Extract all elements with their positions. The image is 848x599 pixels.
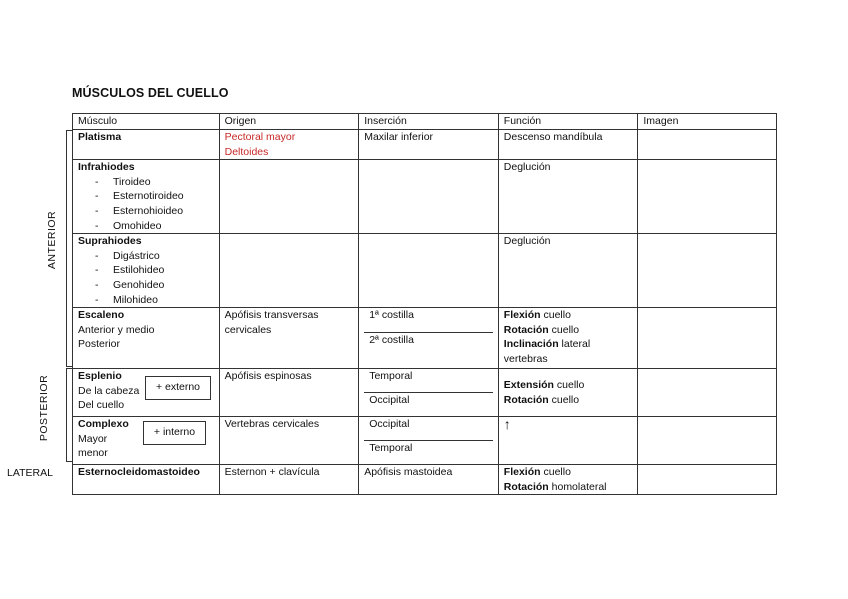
function-cell bbox=[498, 465, 638, 495]
origin-line: Pectoral mayor bbox=[224, 131, 296, 143]
list-item: - Esternotiroideo bbox=[95, 189, 214, 204]
function-object: cuello bbox=[540, 309, 571, 322]
muscle-subline: Posterior bbox=[78, 338, 121, 351]
function-line bbox=[504, 378, 633, 393]
list-item: - Genohideo bbox=[95, 278, 214, 293]
muscle-cell bbox=[73, 234, 220, 308]
function-verb: Rotación bbox=[503, 480, 549, 493]
function-line bbox=[504, 308, 633, 323]
function-object: homolateral bbox=[548, 480, 607, 493]
origin-cell: Apófisis espinosas bbox=[219, 369, 359, 417]
muscle-name: Esplenio bbox=[78, 370, 122, 383]
insertion-line: 1ª costilla bbox=[369, 309, 414, 322]
insertion-line: Occipital bbox=[369, 418, 410, 431]
header-musculo: Músculo bbox=[73, 114, 220, 130]
function-object: cuello bbox=[540, 466, 571, 479]
function-object: cuello bbox=[548, 393, 580, 406]
function-verb: Rotación bbox=[503, 323, 549, 336]
function-cell: Deglución bbox=[498, 160, 638, 234]
image-cell bbox=[638, 417, 777, 465]
list-item: - Digástrico bbox=[95, 249, 214, 264]
origin-line: Deltoides bbox=[224, 145, 269, 158]
insertion-line: Temporal bbox=[364, 440, 493, 464]
insertion-cell bbox=[359, 369, 499, 417]
function-object: cuello bbox=[553, 379, 585, 392]
insertion-cell bbox=[359, 234, 499, 308]
muscle-cell bbox=[73, 160, 220, 234]
row-infrahiodes bbox=[73, 160, 777, 234]
muscle-name: Complexo bbox=[78, 418, 129, 431]
origin-cell bbox=[219, 160, 359, 234]
muscle-subline: Mayor bbox=[78, 432, 108, 445]
muscle-subline: Del cuello bbox=[78, 399, 125, 412]
insertion-cell bbox=[359, 417, 499, 465]
function-cell bbox=[498, 417, 638, 465]
origin-cell bbox=[219, 130, 359, 160]
row-platisma bbox=[73, 130, 777, 160]
row-suprahiodes bbox=[73, 234, 777, 308]
image-cell bbox=[638, 369, 777, 417]
muscle-name: Infrahiodes bbox=[78, 161, 135, 174]
insertion-cell bbox=[359, 160, 499, 234]
group-label-anterior: ANTERIOR bbox=[46, 210, 58, 270]
insertion-cell bbox=[359, 308, 499, 369]
function-line bbox=[504, 337, 633, 366]
function-verb: Inclinación bbox=[503, 338, 559, 351]
anterior-bracket bbox=[66, 130, 72, 367]
muscle-subline: De la cabeza bbox=[78, 384, 140, 397]
function-line bbox=[504, 480, 633, 495]
origin-cell: Esternon + clavícula bbox=[219, 465, 359, 495]
list-item: - Tiroideo bbox=[95, 175, 214, 190]
sub-muscle-list bbox=[78, 175, 214, 233]
function-object: cuello bbox=[548, 323, 580, 336]
insertion-line: 2ª costilla bbox=[364, 332, 493, 368]
origin-cell bbox=[219, 234, 359, 308]
function-verb: Extensión bbox=[503, 379, 554, 392]
muscle-cell bbox=[73, 308, 220, 369]
function-line bbox=[504, 393, 633, 408]
function-cell: Deglución bbox=[498, 234, 638, 308]
row-esternocleidomastoideo bbox=[73, 465, 777, 495]
muscle-subline: Anterior y medio bbox=[78, 323, 155, 336]
group-label-posterior: POSTERIOR bbox=[38, 374, 50, 442]
muscle-name: Escaleno bbox=[78, 309, 125, 322]
header-row bbox=[73, 114, 777, 130]
posterior-bracket bbox=[66, 368, 72, 462]
insertion-line: Temporal bbox=[369, 370, 413, 383]
function-verb: Flexión bbox=[503, 309, 541, 322]
muscle-cell bbox=[73, 465, 220, 495]
group-label-lateral: LATERAL bbox=[7, 467, 53, 479]
insertion-line: Occipital bbox=[364, 392, 493, 416]
list-item: - Omohideo bbox=[95, 219, 214, 234]
image-cell bbox=[638, 130, 777, 160]
image-cell bbox=[638, 308, 777, 369]
header-funcion: Función bbox=[498, 114, 638, 130]
sub-muscle-list bbox=[78, 249, 214, 307]
image-cell bbox=[638, 160, 777, 234]
externo-box: + externo bbox=[145, 376, 211, 400]
header-insercion: Inserción bbox=[359, 114, 499, 130]
header-origen: Origen bbox=[219, 114, 359, 130]
function-cell bbox=[498, 308, 638, 369]
insertion-cell: Maxilar inferior bbox=[359, 130, 499, 160]
function-verb: Rotación bbox=[503, 393, 549, 406]
muscle-name: Esternocleidomastoideo bbox=[78, 466, 200, 479]
document-title: MÚSCULOS DEL CUELLO bbox=[72, 86, 229, 100]
list-item: - Esternohioideo bbox=[95, 204, 214, 219]
muscle-name: Suprahiodes bbox=[78, 235, 142, 248]
muscle-cell bbox=[73, 130, 220, 160]
interno-box: + interno bbox=[143, 421, 206, 445]
header-imagen: Imagen bbox=[638, 114, 777, 130]
function-line bbox=[504, 323, 633, 338]
function-verb: Flexión bbox=[503, 466, 541, 479]
function-line bbox=[504, 465, 633, 480]
origin-cell: Vertebras cervicales bbox=[219, 417, 359, 465]
muscle-name: Platisma bbox=[78, 131, 122, 143]
image-cell bbox=[638, 234, 777, 308]
insertion-cell: Apófisis mastoidea bbox=[359, 465, 499, 495]
list-item: - Milohideo bbox=[95, 293, 214, 308]
image-cell bbox=[638, 465, 777, 495]
muscle-subline: menor bbox=[78, 447, 108, 460]
function-cell bbox=[498, 369, 638, 417]
origin-cell: Apófisis transversas cervicales bbox=[219, 308, 359, 369]
function-cell: Descenso mandíbula bbox=[498, 130, 638, 160]
list-item: - Estilohideo bbox=[95, 263, 214, 278]
arrow-up-icon: ↑ bbox=[503, 416, 511, 433]
function-object: lateral vertebras bbox=[503, 338, 591, 365]
row-escaleno bbox=[73, 308, 777, 369]
